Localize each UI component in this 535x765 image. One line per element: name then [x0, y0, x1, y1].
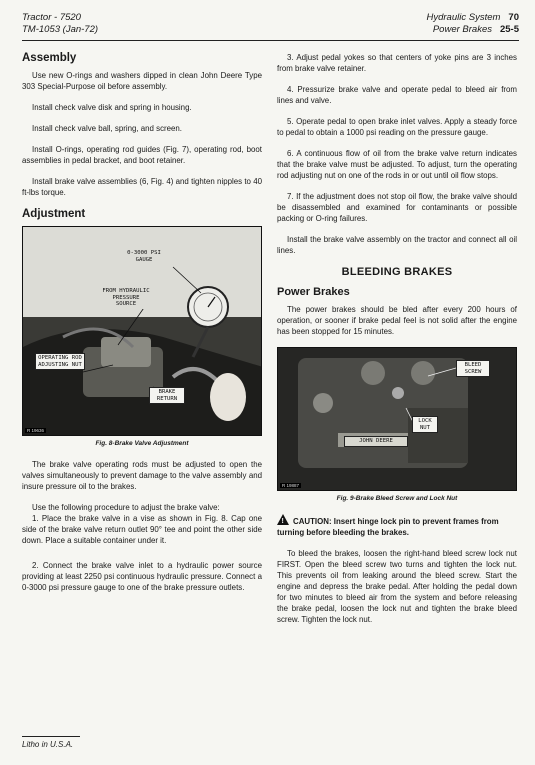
header-rule [22, 40, 519, 41]
adjustment-paragraph: The brake valve operating rods must be adjusted to open the valves simultaneously to prevent damage to the valve assembly and insure pressure oil to the brakes. [22, 460, 262, 491]
adjustment-paragraph: Use the following procedure to adjust the brake valve: [32, 503, 220, 512]
figure-8-label-gauge: 0-3000 PSI GAUGE [119, 249, 169, 264]
assembly-paragraph: Install check valve ball, spring, and screen. [32, 124, 182, 133]
footer-rule [22, 736, 80, 737]
right-column [277, 52, 517, 635]
figure-8-label-brake-return: BRAKE RETURN [149, 387, 185, 404]
figure-9-label-lock-nut: LOCK NUT [412, 416, 438, 433]
adjustment-step-7: 7. If the adjustment does not stop oil flow, the brake valve should be disassembled and examined for contaminants or possible packing or O-ring failures. [277, 192, 517, 223]
page-header-left [22, 12, 98, 36]
bleeding-brakes-heading: BLEEDING BRAKES [341, 266, 453, 278]
adjustment-step-2: 2. Connect the brake valve inlet to a hydraulic power source providing at least 2250 psi continuous hydraulic pressure. Connect a 0-3000 psi pressure gauge to one of the brake pressure outlets. [22, 561, 262, 592]
header-tractor-model: Tractor - 7520 [22, 12, 81, 23]
power-brakes-heading: Power Brakes [277, 286, 350, 298]
adjustment-step-1: 1. Place the brake valve in a vise as shown in Fig. 8. Cap one side of the brake valve return outlet 90° tee and point the other side down. Place a suitable container under it. [22, 514, 262, 545]
header-section: Hydraulic System [426, 12, 501, 23]
adjustment-heading: Adjustment [22, 208, 86, 220]
figure-8-photo [22, 226, 262, 436]
figure-8-caption: Fig. 8-Brake Valve Adjustment [95, 440, 189, 447]
adjustment-step-4: 4. Pressurize brake valve and operate pedal to bleed air from lines and valve. [277, 85, 517, 105]
figure-9-caption: Fig. 9-Brake Bleed Screw and Lock Nut [336, 495, 458, 502]
figure-8-label-pressure-source: FROM HYDRAULIC PRESSURE SOURCE [99, 287, 153, 309]
figure-9-photo [277, 347, 517, 491]
header-manual-number: TM-1053 (Jan-72) [22, 24, 99, 35]
assembly-heading: Assembly [22, 52, 77, 64]
footer-litho: Litho in U.S.A. [22, 740, 74, 749]
page-header-right [427, 12, 520, 36]
header-page-number: 25-5 [499, 24, 519, 35]
adjustment-step-3: 3. Adjust pedal yokes so that centers of yoke pins are 3 inches from brake valve retainer. [277, 53, 517, 73]
warning-icon [277, 514, 289, 525]
figure-9-id: R 19887 [282, 483, 300, 488]
header-section-number: 70 [508, 12, 519, 23]
assembly-paragraph: Install check valve disk and spring in housing. [32, 103, 192, 112]
figure-8-id: R 19636 [27, 428, 45, 433]
install-paragraph: Install the brake valve assembly on the tractor and connect all oil lines. [277, 235, 517, 255]
header-subsection: Power Brakes [432, 24, 492, 35]
assembly-paragraph: Use new O-rings and washers dipped in clean John Deere Type 303 Special-Purpose oil before assembly. [22, 71, 262, 91]
left-column [22, 52, 262, 603]
caution-notice [277, 514, 517, 538]
figure-9-label-bleed-screw: BLEED SCREW [456, 360, 490, 377]
figure-9-nameplate: JOHN DEERE [344, 436, 408, 447]
assembly-paragraph: Install brake valve assemblies (6, Fig. 4) and tighten nipples to 40 ft-lbs torque. [22, 177, 262, 197]
assembly-paragraph: Install O-rings, operating rod guides (Fig. 7), operating rod, boot assemblies in pedal bracket, and boot retainer. [22, 145, 262, 165]
adjustment-step-6: 6. A continuous flow of oil from the brake valve return indicates that the brake valve must be adjusted. To adjust, turn the operating rod adjusting nut on one of the rods in or out until oil flow stops. [277, 149, 517, 180]
figure-8-label-adjusting-nut: OPERATING ROD ADJUSTING NUT [35, 353, 85, 370]
power-brakes-paragraph: The power brakes should be bled after every 200 hours of operation, or sooner if brake pedal feel is not solid after the engine has been stopped for 15 minutes. [277, 305, 517, 336]
bleeding-procedure-paragraph: To bleed the brakes, loosen the right-hand bleed screw lock nut FIRST. Open the bleed screw two turns and tighten the lock nut. This prevents oil from leaking around the bleed screw. Start the engine and depress the brake pedal. After holding the pedal down for two minutes to bleed air from the system and before releasing the brake pedal, loosen the lock nut and tighten the brake bleed screw. Tighten the lock nut. [277, 549, 517, 624]
adjustment-step-5: 5. Operate pedal to open brake inlet valves. Apply a steady force to pedal to obtain a 1000 psi reading on the pressure gauge. [277, 117, 517, 137]
caution-text: CAUTION: Insert hinge lock pin to prevent frames from turning before bleeding the brakes. [277, 517, 499, 537]
